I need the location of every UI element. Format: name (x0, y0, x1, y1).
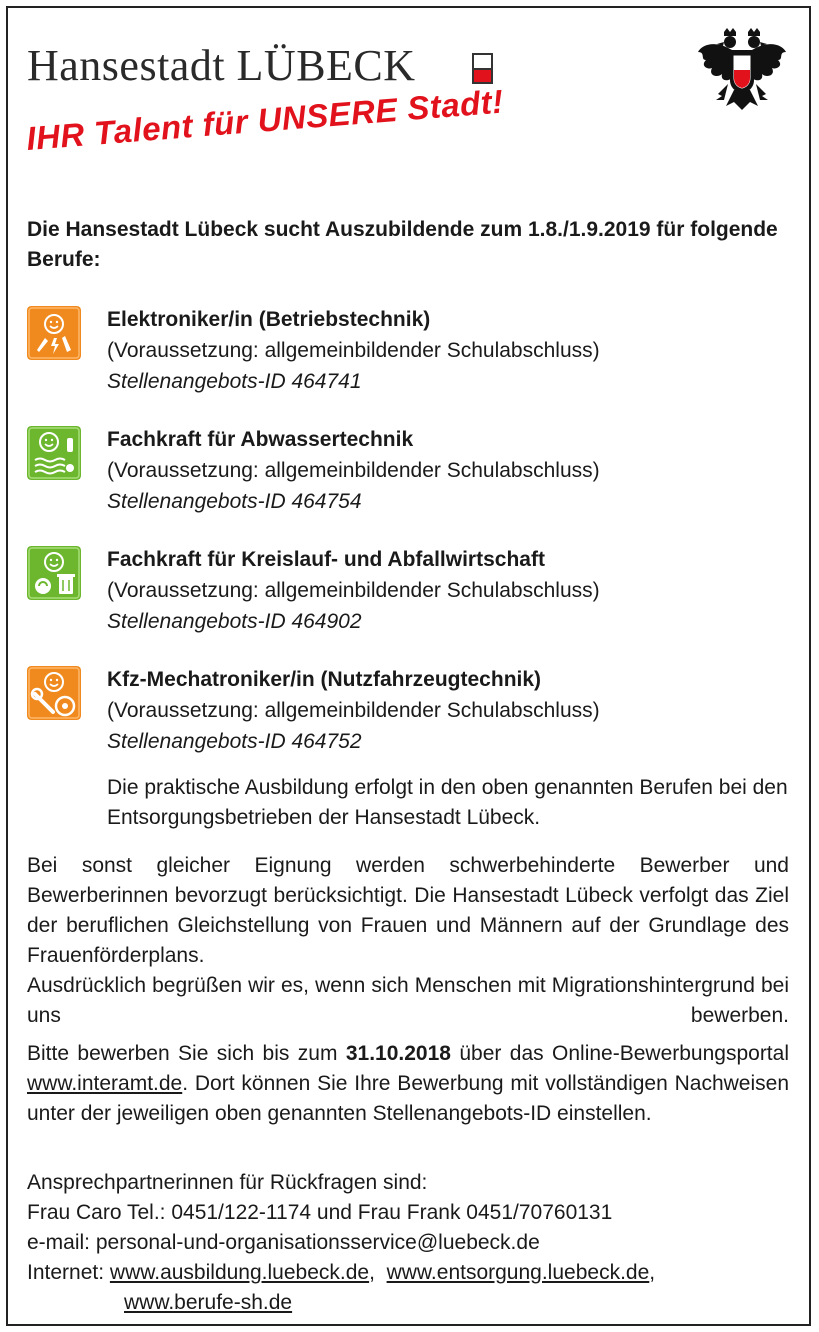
job-requirement: (Voraussetzung: allgemeinbildender Schulabschluss) (107, 579, 600, 602)
luebeck-flag-icon (472, 53, 493, 84)
wastewater-icon (27, 426, 81, 480)
intro-heading: Die Hansestadt Lübeck sucht Auszubildende zum 1.8./1.9.2019 für folgende Berufe: (27, 218, 778, 271)
job-id: Stellenangebots-ID 464754 (107, 490, 362, 513)
job-title: Fachkraft für Abwassertechnik (107, 428, 414, 451)
job-listing (27, 304, 797, 404)
contact-email: e-mail: personal-und-organisationsservice@luebeck.de (27, 1231, 540, 1254)
application-deadline: 31.10.2018 (345, 1042, 451, 1065)
job-title: Kfz-Mechatroniker/in (Nutzfahrzeugtechnik) (107, 668, 542, 691)
job-id: Stellenangebots-ID 464902 (107, 610, 362, 633)
job-title: Elektroniker/in (Betriebstechnik) (107, 308, 431, 331)
slogan: IHR Talent für UNSERE Stadt! (25, 82, 505, 158)
berufe-sh-link[interactable]: www.berufe-sh.de (124, 1291, 293, 1314)
training-note: Die praktische Ausbildung erfolgt in den oben genannten Berufen bei den Entsorgungsbetrieben der Hansestadt Lübeck. (107, 776, 788, 829)
job-id: Stellenangebots-ID 464752 (107, 730, 362, 753)
job-requirement: (Voraussetzung: allgemeinbildender Schulabschluss) (107, 459, 600, 482)
contact-block (27, 1168, 797, 1318)
contact-internet-line-2 (27, 1288, 797, 1318)
job-listing (27, 424, 797, 524)
electrician-icon (27, 306, 81, 360)
contact-phones: Frau Caro Tel.: 0451/122-1174 und Frau Frank 0451/70760131 (27, 1201, 613, 1224)
application-paragraph (27, 1039, 789, 1129)
interamt-link[interactable]: www.interamt.de (27, 1072, 183, 1095)
recycling-icon (27, 546, 81, 600)
internet-label: Internet: (27, 1261, 105, 1284)
job-id: Stellenangebots-ID 464741 (107, 370, 362, 393)
migration-paragraph: Ausdrücklich begrüßen wir es, wenn sich Menschen mit Migrationshintergrund bei uns bewerben. (27, 974, 789, 1027)
apply-text-pre: Bitte bewerben Sie sich bis zum (27, 1042, 346, 1065)
logo-text: Hansestadt LÜBECK (27, 41, 416, 90)
job-requirement: (Voraussetzung: allgemeinbildender Schulabschluss) (107, 699, 600, 722)
ausbildung-link[interactable]: www.ausbildung.luebeck.de (109, 1261, 370, 1284)
mechanic-icon (27, 666, 81, 720)
job-listing (27, 544, 797, 644)
job-requirement: (Voraussetzung: allgemeinbildender Schulabschluss) (107, 339, 600, 362)
contact-internet-line: Internet: www.ausbildung.luebeck.de, www.entsorgung.luebeck.de, (27, 1261, 656, 1284)
entsorgung-link[interactable]: www.entsorgung.luebeck.de (386, 1261, 650, 1284)
job-title: Fachkraft für Kreislauf- und Abfallwirtschaft (107, 548, 545, 571)
apply-text-mid: über das Online-Bewerbungsportal (450, 1042, 789, 1065)
job-listing (27, 664, 797, 764)
equality-paragraph: Bei sonst gleicher Eignung werden schwerbehinderte Bewerber und Bewerberinnen bevorzugt berücksichtigt. Die Hansestadt Lübeck verfolgt das Ziel der beruflichen Gleichstellung von Frauen und Männern auf der Grundlage des Frauenförderplans. (27, 854, 789, 967)
contact-heading: Ansprechpartnerinnen für Rückfragen sind: (27, 1171, 428, 1194)
apply-text-post: . Dort können Sie Ihre Bewerbung mit vollständigen Nachweisen unter der jeweiligen oben genannten Stellenangebots-ID einstellen. (27, 1072, 789, 1125)
eagle-crest-icon (696, 26, 788, 112)
